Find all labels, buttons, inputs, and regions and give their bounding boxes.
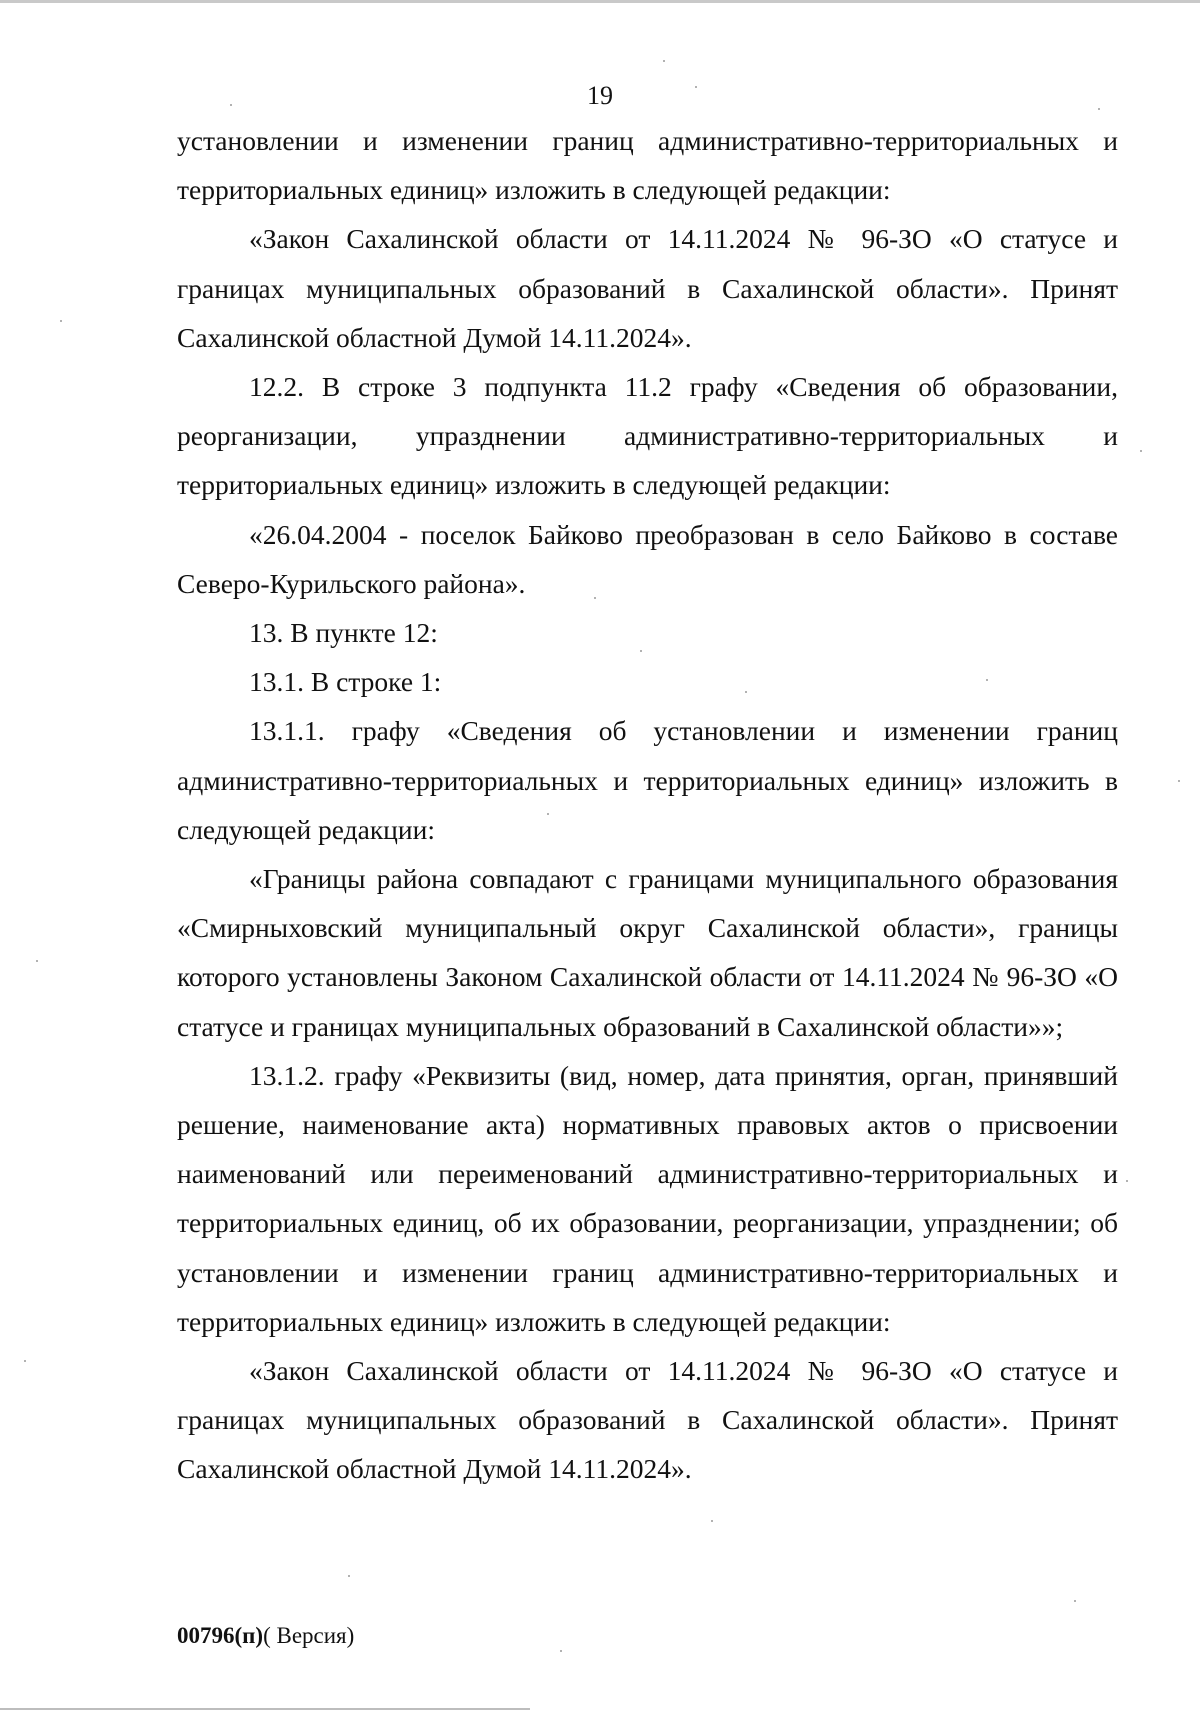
paragraph-13-1: 13.1. В строке 1: <box>249 666 442 698</box>
document-code: 00796(п) <box>177 1623 264 1648</box>
scan-speck <box>594 597 596 599</box>
paragraph-12-2: 12.2. В строке 3 подпункта 11.2 графу «Сведения об образовании, реорганизации, упразднении административно-территориальных и территориальных единиц» изложить в следующей редакции: <box>177 371 1118 501</box>
scan-speck <box>711 1520 713 1522</box>
paragraph-13-1-1: 13.1.1. графу «Сведения об установлении и изменении границ административно-территориальных и территориальных единиц» изложить в следующей редакции: <box>177 715 1118 845</box>
scan-speck <box>348 1575 350 1577</box>
page-number: 19 <box>587 81 613 110</box>
scan-speck <box>695 86 697 88</box>
paragraph-law-citation-2: «Закон Сахалинской области от 14.11.2024 № 96-ЗО «О статусе и границах муниципальных образований в Сахалинской области». Принят Сахалинской областной Думой 14.11.2024». <box>177 1355 1118 1485</box>
scan-speck <box>640 650 642 652</box>
scan-speck <box>36 960 38 962</box>
document-body <box>177 116 1118 1494</box>
scan-speck <box>1178 780 1180 782</box>
scan-speck <box>663 60 665 62</box>
paragraph-baikovo: «26.04.2004 - поселок Байково преобразован в село Байково в составе Северо-Курильского района». <box>177 518 1118 599</box>
scan-speck <box>1098 108 1100 110</box>
scan-speck <box>547 813 549 815</box>
scan-speck <box>986 679 988 681</box>
paragraph-13: 13. В пункте 12: <box>249 617 438 649</box>
scan-speck <box>1074 1600 1076 1602</box>
scan-speck <box>560 1650 562 1652</box>
scan-speck <box>230 104 232 106</box>
paragraph-13-1-2: 13.1.2. графу «Реквизиты (вид, номер, дата принятия, орган, принявший решение, наименование акта) нормативных правовых актов о присвоении наименований или переименований административно-территориальных и территориальных единиц, об их образовании, реорганизации, упразднении; об установлении и изменении границ административно-территориальных и территориальных единиц» изложить в следующей редакции: <box>177 1059 1118 1337</box>
page-top-edge <box>0 0 1200 3</box>
page-bottom-edge <box>0 1708 530 1710</box>
paragraph-district-borders: «Границы района совпадают с границами муниципального образования «Смирныховский муниципальный округ Сахалинской области», границы которого установлены Законом Сахалинской области от 14.11.2024 № 96-ЗО «О статусе и границах муниципальных образований в Сахалинской области»»; <box>177 863 1118 1042</box>
scan-speck <box>1126 1180 1128 1182</box>
scan-speck <box>60 320 62 322</box>
paragraph-continuation: установлении и изменении границ административно-территориальных и территориальных единиц» изложить в следующей редакции: <box>177 125 1118 206</box>
paragraph-law-citation: «Закон Сахалинской области от 14.11.2024 № 96-ЗО «О статусе и границах муниципальных образований в Сахалинской области». Принят Сахалинской областной Думой 14.11.2024». <box>177 223 1118 353</box>
document-version: ( Версия) <box>263 1623 355 1648</box>
document-footer <box>177 1618 354 1654</box>
scan-speck <box>1140 450 1142 452</box>
scan-speck <box>745 691 747 693</box>
scan-speck <box>24 1360 26 1362</box>
